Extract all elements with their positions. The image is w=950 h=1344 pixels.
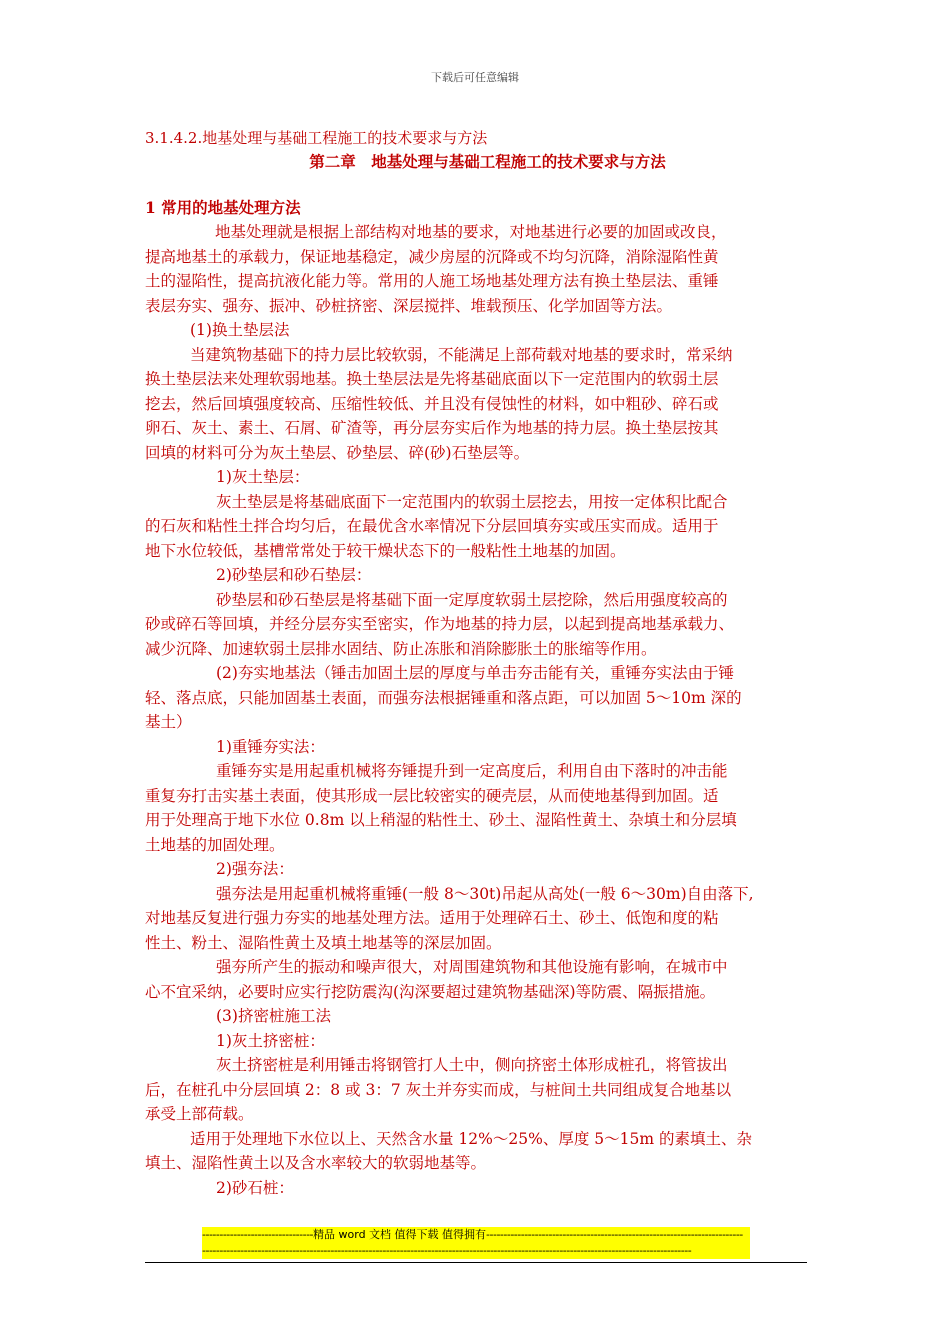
text-line: 回填的材料可分为灰土垫层、砂垫层、碎(砂)石垫层等。 xyxy=(145,443,530,462)
text-line: 地基处理就是根据上部结构对地基的要求，对地基进行必要的加固或改良， xyxy=(215,223,727,241)
page-header-note: 下载后可任意编辑 xyxy=(431,71,519,84)
text-line: 基土） xyxy=(145,713,192,731)
footer-dashes-left: -------------------------------- xyxy=(202,1228,314,1241)
text-line: 土地基的加固处理。 xyxy=(145,835,285,854)
text-line: 提高地基土的承载力，保证地基稳定，减少房屋的沉降或不均匀沉降，消除湿陷性黄 xyxy=(145,247,719,266)
text-line: 对地基反复进行强力夯实的地基处理方法。适用于处理碎石土、砂土、低饱和度的粘 xyxy=(145,909,719,927)
footer-promo-text: 精品 word 文档 值得下载 值得拥有 xyxy=(313,1228,487,1241)
chapter-title: 第二章 地基处理与基础工程施工的技术要求与方法 xyxy=(309,152,666,171)
heading-methods: 1 常用的地基处理方法 xyxy=(145,198,301,217)
text-line: 后，在桩孔中分层回填 2：8 或 3：7 灰土并夯实而成，与桩间土共同组成复合地基以 xyxy=(145,1080,732,1099)
subheading-line: 1)灰土垫层： xyxy=(216,468,310,486)
subheading-line: (2)夯实地基法（锤击加固土层的厚度与单击夯击能有关，重锤夯实法由于锤 xyxy=(216,664,734,682)
text-line: 地下水位较低，基槽常常处于较干燥状态下的一般粘性土地基的加固。 xyxy=(145,541,626,560)
footer-dashes-right: -------------------------------------------------------------------------- xyxy=(486,1228,743,1241)
subheading-line: 1)灰土挤密桩： xyxy=(216,1031,325,1050)
document-body xyxy=(145,126,810,1200)
text-line: 轻、落点底，只能加固基土表面，而强夯法根据锤重和落点距，可以加固 5～10m 深的 xyxy=(145,688,742,707)
subheading-line: 2)强夯法： xyxy=(216,860,294,878)
text-line: 的石灰和粘性土拌合均匀后，在最优含水率情况下分层回填夯实或压实而成。适用于 xyxy=(145,517,719,535)
text-line: 表层夯实、强夯、振冲、砂桩挤密、深层搅拌、堆载预压、化学加固等方法。 xyxy=(145,296,673,315)
text-line: 挖去，然后回填强度较高、压缩性较低、并且没有侵蚀性的材料，如中粗砂、碎石或 xyxy=(145,394,719,413)
subheading-line: 1)重锤夯实法： xyxy=(216,737,325,756)
footer-promo-row xyxy=(202,1227,750,1243)
footer-dashes-row: --------------------------------------------------------------------------------------------------------------------------------------------- xyxy=(202,1244,692,1257)
subheading-line: (1)换土垫层法 xyxy=(190,321,290,339)
text-line: 减少沉降、加速软弱土层排水固结、防止冻胀和消除膨胀土的胀缩等作用。 xyxy=(145,639,657,658)
text-line: 填土、湿陷性黄土以及含水率较大的软弱地基等。 xyxy=(145,1154,487,1172)
text-line: 当建筑物基础下的持力层比较软弱，不能满足上部荷载对地基的要求时，常采纳 xyxy=(190,345,733,364)
text-line: 强夯所产生的振动和噪声很大，对周围建筑物和其他设施有影响，在城市中 xyxy=(216,958,728,976)
text-line: 砂或碎石等回填，并经分层夯实至密实，作为地基的持力层，以起到提高地基承载力、 xyxy=(145,615,735,633)
text-line: 灰土垫层是将基础底面下一定范围内的软弱土层挖去，用按一定体积比配合 xyxy=(216,492,728,511)
footer-promo-banner xyxy=(202,1227,750,1259)
footer-divider xyxy=(145,1262,807,1263)
text-line: 砂垫层和砂石垫层是将基础下面一定厚度软弱土层挖除，然后用强度较高的 xyxy=(216,590,728,609)
subheading-line: (3)挤密桩施工法 xyxy=(216,1007,331,1025)
text-line: 土的湿陷性，提高抗液化能力等。常用的人施工场地基处理方法有换土垫层法、重锤 xyxy=(145,272,719,290)
text-line: 用于处理高于地下水位 0.8m 以上稍湿的粘性土、砂土、湿陷性黄土、杂填土和分层填 xyxy=(145,811,737,829)
text-line: 强夯法是用起重机械将重锤(一般 8～30t)吊起从高处(一般 6～30m)自由落下, xyxy=(216,884,754,903)
text-line: 心不宜采纳，必要时应实行挖防震沟(沟深要超过建筑物基础深)等防震、隔振措施。 xyxy=(145,982,716,1001)
section-reference: 3.1.4.2.地基处理与基础工程施工的技术要求与方法 xyxy=(145,129,488,147)
subheading-line: 2)砂石桩： xyxy=(216,1178,294,1197)
text-line: 卵石、灰土、素土、石屑、矿渣等，再分层夯实后作为地基的持力层。换土垫层按其 xyxy=(145,419,719,437)
text-line: 重复夯打击实基土表面，使其形成一层比较密实的硬壳层，从而使地基得到加固。适 xyxy=(145,786,719,805)
subheading-line: 2)砂垫层和砂石垫层： xyxy=(216,566,372,584)
text-line: 换土垫层法来处理软弱地基。换土垫层法是先将基础底面以下一定范围内的软弱土层 xyxy=(145,370,719,388)
text-line: 重锤夯实是用起重机械将夯锤提升到一定高度后，利用自由下落时的冲击能 xyxy=(216,762,728,780)
text-line: 性土、粉土、湿陷性黄土及填土地基等的深层加固。 xyxy=(145,933,502,952)
text-line: 适用于处理地下水位以上、天然含水量 12%～25%、厚度 5～15m 的素填土、杂 xyxy=(190,1129,752,1148)
text-line: 灰土挤密桩是利用锤击将钢管打人土中，侧向挤密土体形成桩孔，将管拔出 xyxy=(216,1056,728,1074)
text-line: 承受上部荷载。 xyxy=(145,1105,254,1123)
